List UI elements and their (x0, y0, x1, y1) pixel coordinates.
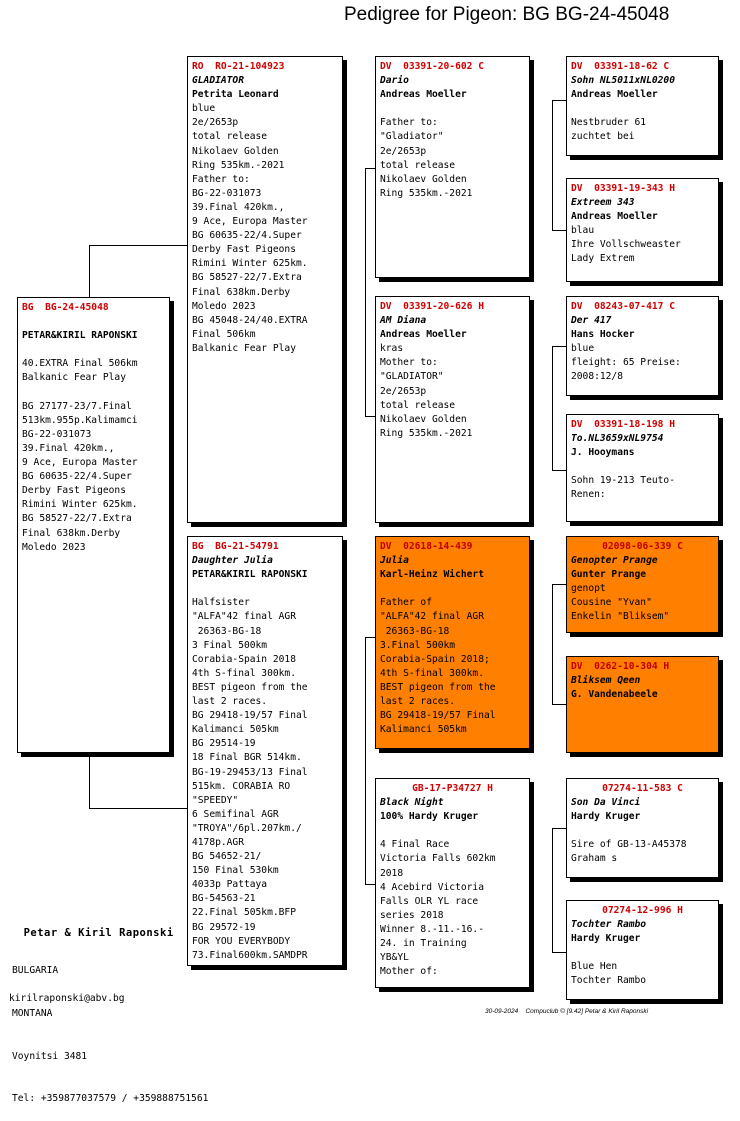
note-line: 2018 (380, 867, 404, 879)
ring-number: BG BG-24-45048 (22, 302, 109, 313)
note-line: Rimini Winter 625km. (22, 499, 138, 511)
owner-name: J. Hooymans (571, 447, 635, 459)
note-line: Mother of: (380, 966, 438, 978)
note-line: 39.Final 420km., (22, 442, 115, 454)
pigeon-name: Julia (380, 555, 409, 567)
note-line: Nikolaev Golden (380, 413, 467, 425)
note-line: 3 Final 500km (192, 639, 268, 651)
ring-number: 07274-12-996 H (602, 905, 683, 916)
note-line: BG 29418-19/57 Final (192, 710, 308, 722)
note-line (571, 460, 714, 474)
owner-name: Karl-Heinz Wichert (380, 569, 484, 581)
note-line: Mother to: (380, 357, 438, 369)
notes (380, 582, 525, 737)
note-line: "Gladiator" (380, 131, 444, 143)
note-line: Falls OLR YL race (380, 895, 479, 907)
pigeon-card-dss[interactable] (566, 536, 719, 633)
note-line: BG 58527-22/7.Extra (22, 513, 132, 525)
connector (552, 100, 566, 101)
breeder-country: BULGARIA (12, 965, 59, 977)
spacer (22, 343, 165, 357)
note-line: Derby Fast Pigeons (192, 244, 296, 256)
note-line: BG 60635-22/4.Super (192, 230, 302, 242)
note-line: FOR YOU EVERYBODY (192, 935, 291, 947)
note-line: 73.Final600km.SAMDPR (192, 949, 308, 961)
note-line: Final 638km.Derby (192, 286, 291, 298)
breeder-address (12, 936, 208, 1121)
note-line (22, 386, 165, 400)
owner-name: 100% Hardy Kruger (380, 811, 479, 823)
note-line: "TROYA"/6pl.207km./ (192, 822, 302, 834)
connector (89, 808, 187, 809)
note-line: Ring 535km.-2021 (192, 159, 285, 171)
notes (380, 342, 525, 441)
print-footer (485, 1008, 648, 1015)
owner-name: Hans Hocker (571, 329, 635, 341)
note-line: Derby Fast Pigeons (22, 485, 126, 497)
note-line: 150 Final 530km (192, 865, 279, 877)
note-line: Graham s (571, 853, 618, 865)
note-line: 4033p Pattaya (192, 879, 268, 891)
note-line: 2e/2653p (380, 385, 427, 397)
ring-number: GB-17-P34727 H (412, 783, 493, 794)
note-line (571, 102, 714, 116)
connector (552, 952, 566, 953)
breeder-name: Petar & Kiril Raponski (23, 927, 174, 940)
note-line: Ring 535km.-2021 (380, 187, 473, 199)
connector (89, 245, 187, 246)
note-line: 22.Final 505km.BFP (192, 907, 296, 919)
note-line: 26363-BG-18 (192, 625, 262, 637)
pigeon-name: Extreem 343 (571, 197, 635, 209)
note-line: Victoria Falls 602km (380, 853, 496, 865)
note-line: BG-22-031073 (192, 187, 262, 199)
note-line: "ALFA"42 final AGR (192, 611, 296, 623)
note-line: Corabia-Spain 2018 (192, 653, 296, 665)
breeder-email[interactable]: kirilraponski@abv.bg (9, 993, 125, 1004)
breeder-street: Voynitsi 3481 (12, 1050, 88, 1062)
note-line: BG 60635-22/4.Super (22, 471, 132, 483)
note-line: BG 45048-24/40.EXTRA (192, 314, 308, 326)
ring-number: BG BG-21-54791 (192, 541, 279, 552)
note-line: 513km.955p.Kalimamci (22, 414, 138, 426)
note-line: Rimini Winter 625km. (192, 258, 308, 270)
pigeon-card-sds[interactable] (566, 296, 719, 396)
pigeon-name: Bliksem Qeen (571, 675, 641, 687)
note-line: BG 29572-19 (192, 921, 256, 933)
breeder-city: MONTANA (12, 1008, 53, 1020)
connector (365, 637, 366, 884)
owner-name: Gunter Prange (571, 569, 647, 581)
pigeon-name: Dario (380, 75, 409, 87)
note-line: Sohn 19-213 Teuto- (571, 475, 675, 487)
pigeon-name: Tochter Rambo (571, 919, 647, 931)
note-line: total release (380, 159, 456, 171)
owner-name: Hardy Kruger (571, 933, 641, 945)
note-line: Final 638km.Derby (22, 527, 121, 539)
note-line: Renen: (571, 489, 606, 501)
pigeon-card-sss[interactable] (566, 56, 719, 156)
pigeon-name: To.NL3659xNL9754 (571, 433, 664, 445)
note-line: Cousine "Yvan" (571, 597, 652, 609)
pigeon-card-dam-dam[interactable] (375, 778, 530, 988)
note-line: 39.Final 420km., (192, 201, 285, 213)
notes (192, 582, 338, 963)
pigeon-card-dam-sire[interactable] (375, 536, 530, 749)
note-line: 24. in Training (380, 938, 467, 950)
note-line: Sire of GB-13-A45378 (571, 839, 687, 851)
note-line (571, 946, 714, 960)
owner-name: G. Vandenabeele (571, 689, 658, 701)
connector (552, 584, 566, 585)
note-line: fleight: 65 Preise: (571, 357, 681, 369)
connector (552, 230, 566, 231)
note-line (192, 582, 338, 596)
ring-number: DV 03391-20-626 H (380, 301, 484, 312)
owner-name: Andreas Moeller (571, 89, 658, 101)
note-line: "SPEEDY" (192, 794, 239, 806)
ring-number: DV 0262-10-304 H (571, 661, 670, 672)
note-line: Kalimanci 505km (192, 724, 279, 736)
note-line: 9 Ace, Europa Master (192, 216, 308, 228)
note-line: BG-54563-21 (192, 893, 256, 905)
note-line (380, 824, 525, 838)
connector (552, 100, 553, 230)
owner-name: Hardy Kruger (571, 811, 641, 823)
note-line: Final 506km (192, 328, 256, 340)
pigeon-card-sire-dam[interactable] (375, 296, 530, 523)
notes (571, 460, 714, 502)
owner-name: Andreas Moeller (571, 211, 658, 223)
notes (192, 102, 338, 356)
note-line: BG 29418-19/57 Final (380, 710, 496, 722)
ring-number: DV 03391-18-198 H (571, 419, 675, 430)
notes (571, 824, 714, 866)
note-line: Moledo 2023 (192, 300, 256, 312)
note-line: 2008:12/8 (571, 371, 623, 383)
notes (22, 357, 165, 554)
note-line: 2e/2653p (192, 117, 239, 129)
note-line: 515km. CORABIA RO (192, 780, 291, 792)
note-line: BEST pigeon from the (192, 681, 308, 693)
note-line: zuchtet bei (571, 131, 635, 143)
note-line: blue (571, 343, 595, 355)
note-line: Father to: (380, 117, 438, 129)
owner-name: Andreas Moeller (380, 329, 467, 341)
note-line: BG-19-29453/13 Final (192, 766, 308, 778)
note-line: Kalimanci 505km (380, 724, 467, 736)
note-line: last 2 races. (192, 696, 268, 708)
ring-number: RO RO-21-104923 (192, 61, 285, 72)
note-line: Winner 8.-11.-16.- (380, 923, 484, 935)
ring-number: 02098-06-339 C (602, 541, 683, 552)
note-line: Ihre Vollschweaster (571, 239, 681, 251)
note-line: Father of (380, 597, 432, 609)
note-line (571, 824, 714, 838)
ring-number: DV 08243-07-417 C (571, 301, 675, 312)
note-line: blau (571, 225, 595, 237)
note-line: BG-22-031073 (22, 428, 92, 440)
connector (552, 828, 566, 829)
ring-number: DV 03391-19-343 H (571, 183, 675, 194)
note-line: Nikolaev Golden (192, 145, 279, 157)
print-date: 30-09-2024 (485, 1008, 519, 1015)
note-line: 4178p.AGR (192, 836, 244, 848)
note-line: series 2018 (380, 909, 444, 921)
note-line: 4 Acebird Victoria (380, 881, 484, 893)
note-line: Balkanic Fear Play (192, 342, 296, 354)
breeder-phone: Tel: +359877037579 / +359888751561 (12, 1093, 209, 1105)
pigeon-card-dds[interactable] (566, 778, 719, 878)
ring-number: DV 03391-18-62 C (571, 61, 670, 72)
connector (552, 346, 553, 470)
note-line: last 2 races. (380, 696, 456, 708)
notes (571, 582, 714, 624)
note-line: "ALFA"42 final AGR (380, 611, 484, 623)
notes (571, 946, 714, 988)
pigeon-card-sire-sire[interactable] (375, 56, 530, 278)
note-line: YB&YL (380, 952, 409, 964)
note-line: 3.Final 500km (380, 639, 456, 651)
pigeon-card-dsd[interactable] (566, 656, 719, 753)
note-line (380, 582, 525, 596)
pigeon-card-sdd[interactable] (566, 414, 719, 522)
pigeon-card-ssd[interactable] (566, 178, 719, 282)
spacer (22, 315, 165, 329)
connector (552, 828, 553, 952)
note-line: 26363-BG-18 (380, 625, 450, 637)
note-line: Corabia-Spain 2018; (380, 653, 490, 665)
note-line: Blue Hen (571, 961, 618, 973)
pigeon-name: Daughter Julia (192, 555, 273, 567)
note-line: Moledo 2023 (22, 541, 86, 553)
note-line: 18 Final BGR 514km. (192, 752, 302, 764)
note-line: BG 27177-23/7.Final (22, 400, 132, 412)
note-line: Tochter Rambo (571, 975, 647, 987)
note-line: Lady Extrem (571, 253, 635, 265)
pigeon-card-dam[interactable] (187, 536, 343, 966)
pigeon-name: Son Da Vinci (571, 797, 641, 809)
connector (552, 470, 566, 471)
note-line: Nikolaev Golden (380, 173, 467, 185)
pigeon-name: Genopter Prange (571, 555, 658, 567)
note-line: Father to: (192, 173, 250, 185)
note-line: BG 29514-19 (192, 738, 256, 750)
note-line: BEST pigeon from the (380, 681, 496, 693)
page-title: Pedigree for Pigeon: BG BG-24-45048 (344, 4, 670, 25)
software-credit: Compuclub © [9.42] Petar & Kiril Raponski (525, 1008, 649, 1015)
pigeon-card-ddd[interactable] (566, 900, 719, 1000)
note-line (380, 102, 525, 116)
connector (552, 346, 566, 347)
note-line: total release (380, 399, 456, 411)
note-line: 9 Ace, Europa Master (22, 457, 138, 469)
ring-number: DV 02618-14-439 (380, 541, 473, 552)
note-line: Ring 535km.-2021 (380, 427, 473, 439)
pigeon-card-sire[interactable] (187, 56, 343, 523)
pigeon-name: Black Night (380, 797, 444, 809)
note-line: 6 Semifinal AGR (192, 808, 279, 820)
pigeon-card-subject[interactable] (17, 297, 170, 753)
note-line: kras (380, 343, 404, 355)
pigeon-name: GLADIATOR (192, 75, 244, 87)
notes (571, 342, 714, 384)
owner-name: Andreas Moeller (380, 89, 467, 101)
note-line: 40.EXTRA Final 506km (22, 358, 138, 370)
note-line: BG 54652-21/ (192, 851, 262, 863)
note-line: BG 58527-22/7.Extra (192, 272, 302, 284)
note-line: 4th S-final 300km. (380, 667, 484, 679)
connector (552, 704, 566, 705)
note-line: genopt (571, 583, 606, 595)
connector (89, 750, 90, 808)
owner-name: PETAR&KIRIL RAPONSKI (192, 569, 308, 581)
connector (89, 245, 90, 303)
note-line: Enkelin "Bliksem" (571, 611, 670, 623)
note-line: Nestbruder 61 (571, 117, 647, 129)
note-line: Halfsister (192, 597, 250, 609)
owner-name: Petrita Leonard (192, 89, 279, 101)
note-line: 2e/2653p (380, 145, 427, 157)
note-line: total release (192, 131, 268, 143)
connector (365, 168, 366, 416)
note-line: 4th S-final 300km. (192, 667, 296, 679)
notes (380, 102, 525, 201)
notes (571, 224, 714, 266)
owner-name: PETAR&KIRIL RAPONSKI (22, 330, 138, 342)
pigeon-name: AM Diana (380, 315, 427, 327)
notes (571, 102, 714, 144)
ring-number: 07274-11-583 C (602, 783, 683, 794)
note-line: 4 Final Race (380, 839, 450, 851)
connector (552, 584, 553, 704)
note-line: "GLADIATOR" (380, 371, 444, 383)
notes (380, 824, 525, 979)
note-line: Balkanic Fear Play (22, 372, 126, 384)
ring-number: DV 03391-20-602 C (380, 61, 484, 72)
pigeon-name: Der 417 (571, 315, 612, 327)
pigeon-name: Sohn NL5011xNL0200 (571, 75, 675, 87)
note-line: blue (192, 103, 216, 115)
